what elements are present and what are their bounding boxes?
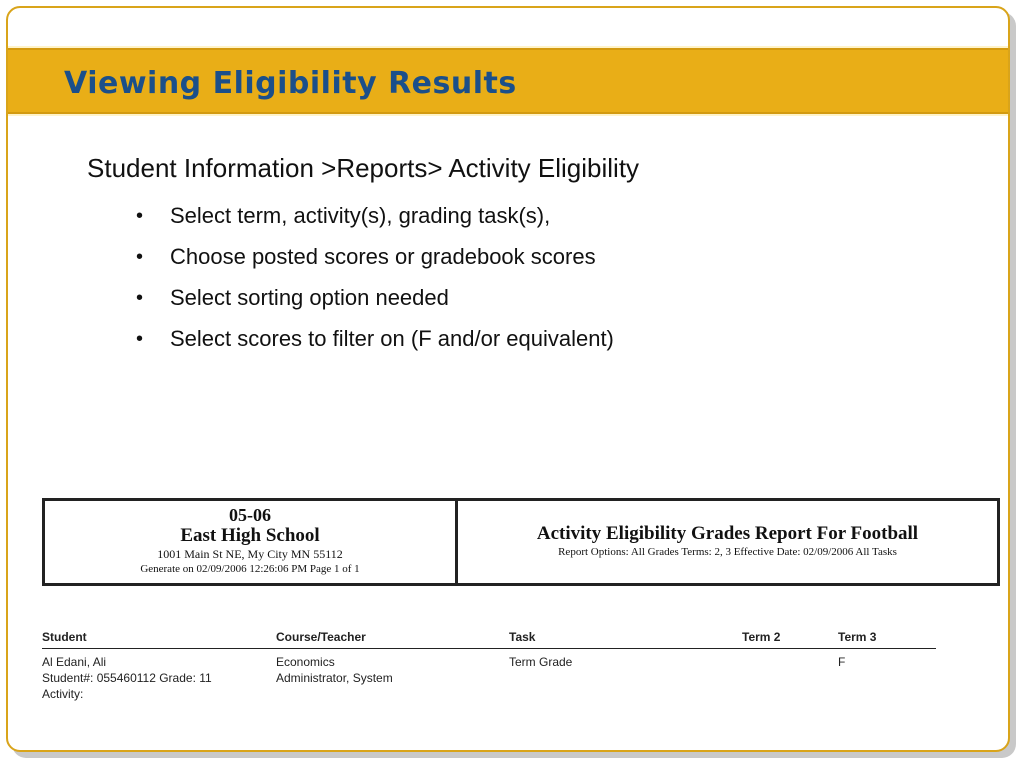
course-name: Economics [276,655,335,669]
instruction-list [136,201,614,365]
bullet-icon: • [136,328,144,350]
list-item: • Choose posted scores or gradebook scores [136,242,614,283]
student-name: Al Edani, Ali [42,655,107,669]
bullet-icon: • [136,287,144,309]
column-header-term2: Term 2 [742,630,781,644]
generated-timestamp: Generate on 02/09/2006 12:26:06 PM Page 1 of 1 [140,563,360,575]
list-item: • Select scores to filter on (F and/or equivalent) [136,324,614,365]
report-options: Report Options: All Grades Terms: 2, 3 Effective Date: 02/09/2006 All Tasks [558,546,897,558]
list-item: • Select sorting option needed [136,283,614,324]
slide-frame [6,6,1010,752]
column-header-student: Student [42,630,87,644]
report-screenshot [8,478,1010,730]
student-activity: Activity: [42,687,84,701]
column-header-task: Task [509,630,536,644]
school-name: East High School [180,525,320,546]
report-school-info [45,501,458,583]
term3-cell: F [838,655,846,669]
navigation-path-heading: Student Information >Reports> Activity Eligibility [87,153,640,183]
school-address: 1001 Main St NE, My City MN 55112 [157,547,343,561]
bullet-icon: • [136,205,144,227]
school-year: 05-06 [229,505,271,525]
slide-title: Viewing Eligibility Results [64,66,517,101]
bullet-icon: • [136,246,144,268]
list-item: • Select term, activity(s), grading task(s), [136,201,614,242]
table-header [42,630,936,649]
teacher-name: Administrator, System [276,671,393,685]
report-title: Activity Eligibility Grades Report For Football [536,523,919,544]
column-header-term3: Term 3 [838,630,877,644]
student-cell [42,654,212,702]
table-row [42,654,936,704]
course-teacher-cell [276,654,393,686]
report-header-box [42,498,1000,586]
column-header-course-teacher: Course/Teacher [276,630,366,644]
task-cell: Term Grade [509,655,573,669]
report-title-info [458,501,997,583]
student-id: Student#: 055460112 Grade: 11 [42,671,212,685]
